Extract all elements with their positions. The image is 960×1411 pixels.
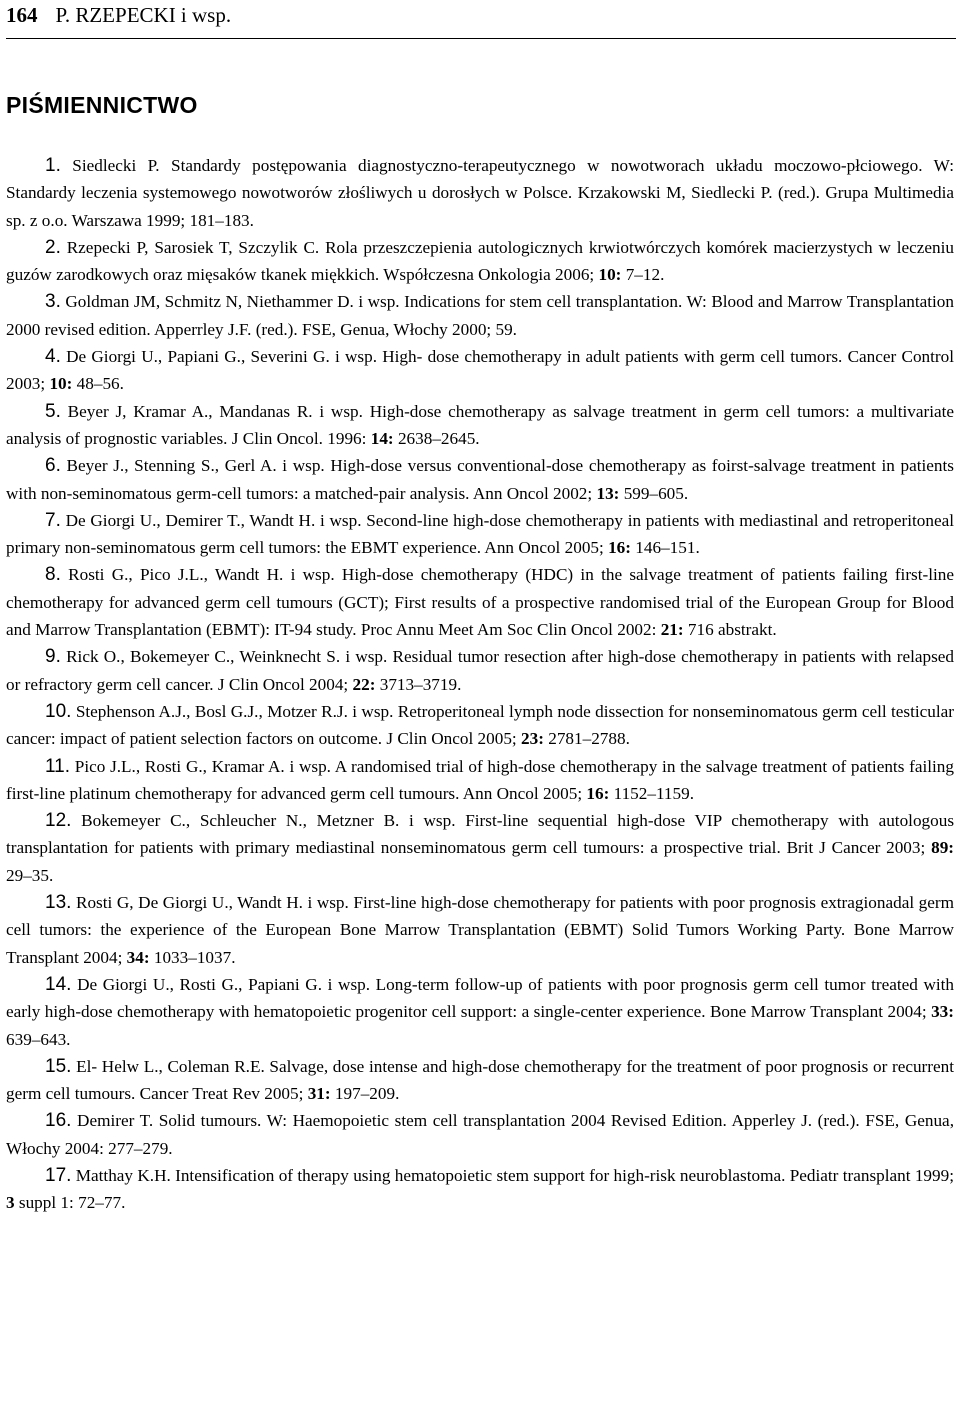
reference-pages: 146–151. xyxy=(635,538,700,558)
reference-number: 1. xyxy=(45,155,61,176)
reference-number: 7. xyxy=(45,509,61,531)
reference-text: Pico J.L., Rosti G., Kramar A. i wsp. A randomised trial of high-dose chemotherapy in the salvage treatment of patients failing first-line platinum chemotherapy for advanced germ cell tumours. Ann Oncol 2005; xyxy=(6,756,954,803)
reference-text: Stephenson A.J., Bosl G.J., Motzer R.J. i wsp. Retroperitoneal lymph node dissection for nonseminomatous germ cell testicular cancer: impact of patient selection factors on outcome. J Clin Oncol 2005; xyxy=(6,701,955,749)
reference-item xyxy=(6,234,954,289)
reference-pages: 3713–3719. xyxy=(379,674,462,694)
reference-item xyxy=(6,452,954,507)
reference-item xyxy=(6,288,954,343)
reference-number: 2. xyxy=(45,236,61,258)
page-number: 164 xyxy=(6,3,38,27)
reference-number: 12. xyxy=(45,810,72,832)
reference-item xyxy=(6,1162,954,1217)
reference-text: Beyer J., Stenning S., Gerl A. i wsp. High-dose versus conventional-dose chemotherapy as foirst-salvage treatment in patients with non-seminomatous germ-cell tumors: a matched-pair analysis. Ann Oncol 2002; xyxy=(6,456,954,503)
reference-item xyxy=(6,507,954,562)
reference-item xyxy=(6,343,954,398)
reference-volume: 14: xyxy=(370,428,394,448)
reference-item xyxy=(6,753,954,808)
reference-pages: suppl 1: 72–77. xyxy=(18,1193,126,1213)
reference-text: De Giorgi U., Papiani G., Severini G. i wsp. High- dose chemotherapy in adult patients with germ cell tumors. Cancer Control 2003; xyxy=(6,347,954,394)
reference-pages: 1033–1037. xyxy=(153,947,236,967)
reference-text: Rosti G., Pico J.L., Wandt H. i wsp. High-dose chemotherapy (HDC) in the salvage treatment of patients failing first-line chemotherapy for advanced germ cell tumours (GCT); First results of a prospective randomised trial of the European Group for Blood and Marrow Transplantation (EBMT): IT-94 study. Proc Annu Meet Am Soc Clin Oncol 2002: xyxy=(6,565,954,640)
reference-text: Rzepecki P, Sarosiek T, Szczylik C. Rola przeszczepienia autologicznych krwiotwórczych komórek macierzystych w leczeniu guzów zarodkowych oraz mięsaków tkanek miękkich. Współczesna Onkologia 2006; xyxy=(6,237,954,285)
reference-number: 5. xyxy=(45,400,61,422)
reference-number: 4. xyxy=(45,346,61,368)
reference-text: Goldman JM, Schmitz N, Niethammer D. i wsp. Indications for stem cell transplantation. W: Blood and Marrow Transplantation 2000 revised edition. Apperrley J.F. (red.). FSE, Genua, Włochy 2000; 59. xyxy=(6,292,954,339)
reference-number: 11. xyxy=(45,755,71,777)
reference-volume: 89: xyxy=(931,838,955,858)
reference-item xyxy=(6,643,954,698)
reference-pages: 599–605. xyxy=(623,483,689,503)
reference-text: De Giorgi U., Rosti G., Papiani G. i wsp. Long-term follow-up of patients with poor prognosis germ cell tumor treated with early high-dose chemotherapy with hematopoietic progenitor cell support: a single-center experience. Bone Marrow Transplant 2004; xyxy=(6,974,955,1022)
reference-volume: 23: xyxy=(521,729,544,749)
reference-item xyxy=(6,971,954,1053)
reference-text: Beyer J, Kramar A., Mandanas R. i wsp. High-dose chemotherapy as salvage treatment in germ cell tumors: a multivariate analysis of prognostic variables. J Clin Oncol. 1996: xyxy=(6,401,955,448)
reference-number: 8. xyxy=(45,564,61,586)
reference-pages: 639–643. xyxy=(6,1029,71,1049)
reference-text: Rosti G, De Giorgi U., Wandt H. i wsp. First-line high-dose chemotherapy for patients with poor prognosis extragionadal germ cell tumors: the experience of the European Bone Marrow Transplantation (EBMT) Solid Tumors Working Party. Bone Marrow Transplant 2004; xyxy=(6,893,954,967)
reference-pages: 197–209. xyxy=(334,1084,400,1104)
reference-volume: 34: xyxy=(126,947,150,967)
reference-item xyxy=(6,889,954,971)
reference-volume: 31: xyxy=(307,1084,331,1104)
reference-number: 9. xyxy=(45,646,61,668)
reference-number: 10. xyxy=(45,700,72,722)
reference-volume: 10: xyxy=(598,265,622,285)
reference-item xyxy=(6,152,954,234)
reference-item xyxy=(6,698,954,753)
reference-item xyxy=(6,398,954,453)
reference-text: Demirer T. Solid tumours. W: Haemopoietic stem cell transplantation 2004 Revised Edition. Apperley J. (red.). FSE, Genua, Włochy 2004: 277–279. xyxy=(6,1111,954,1158)
reference-number: 13. xyxy=(45,892,72,914)
reference-text: Matthay K.H. Intensification of therapy using hematopoietic stem support for high-risk neuroblastoma. Pediatr transplant 1999; xyxy=(75,1165,954,1185)
reference-volume: 10: xyxy=(49,374,73,394)
reference-pages: 7–12. xyxy=(625,265,665,285)
reference-item xyxy=(6,1053,954,1108)
running-header xyxy=(6,0,956,39)
reference-number: 16. xyxy=(45,1110,72,1132)
reference-text: Rick O., Bokemeyer C., Weinknecht S. i wsp. Residual tumor resection after high-dose chemotherapy in patients with relapsed or refractory germ cell cancer. J Clin Oncol 2004; xyxy=(6,647,954,694)
reference-volume: 16: xyxy=(586,783,610,803)
reference-volume: 22: xyxy=(352,674,376,694)
reference-list xyxy=(6,152,954,1217)
reference-text: Bokemeyer C., Schleucher N., Metzner B. i wsp. First-line sequential high-dose VIP chemotherapy with autologous transplantation for patients with primary mediastinal nonseminomatous germ cell tumours: a prospective trial. Brit J Cancer 2003; xyxy=(6,811,955,858)
reference-number: 15. xyxy=(45,1055,72,1077)
reference-pages: 2781–2788. xyxy=(548,729,630,749)
reference-volume: 3 xyxy=(6,1193,15,1213)
reference-pages: 1152–1159. xyxy=(613,783,694,803)
reference-item xyxy=(6,1107,954,1162)
reference-item xyxy=(6,561,954,643)
reference-text: El- Helw L., Coleman R.E. Salvage, dose intense and high-dose chemotherapy for the treatment of poor prognosis or recurrent germ cell tumours. Cancer Treat Rev 2005; xyxy=(6,1056,955,1104)
reference-pages: 29–35. xyxy=(6,865,54,885)
reference-text: De Giorgi U., Demirer T., Wandt H. i wsp. Second-line high-dose chemotherapy in patients with mediastinal and retroperitoneal primary non-seminomatous germ cell tumors: the EBMT experience. Ann Oncol 2005; xyxy=(6,510,954,558)
reference-item xyxy=(6,807,954,889)
reference-pages: 716 abstrakt. xyxy=(687,620,777,640)
reference-pages: 48–56. xyxy=(76,374,124,394)
reference-volume: 33: xyxy=(931,1002,954,1022)
reference-number: 6. xyxy=(45,455,61,477)
running-title: P. RZEPECKI i wsp. xyxy=(55,3,232,27)
reference-pages: 2638–2645. xyxy=(397,428,480,448)
section-title: PIŚMIENNICTWO xyxy=(6,92,198,118)
reference-volume: 16: xyxy=(608,538,631,558)
reference-volume: 13: xyxy=(596,483,620,503)
reference-volume: 21: xyxy=(660,620,684,640)
reference-text: Siedlecki P. Standardy postępowania diagnostyczno-terapeutycznego w nowotworach układu moczowo-płciowego. W: Standardy leczenia systemowego nowotworów złośliwych u dorosłych w Polsce. Krzakowski M, Siedlecki P. (red.). Grupa Multimedia sp. z o.o. Warszawa 1999; 181–183. xyxy=(6,156,954,230)
reference-number: 3. xyxy=(45,291,61,313)
reference-number: 14. xyxy=(45,973,72,995)
reference-number: 17. xyxy=(45,1164,72,1186)
